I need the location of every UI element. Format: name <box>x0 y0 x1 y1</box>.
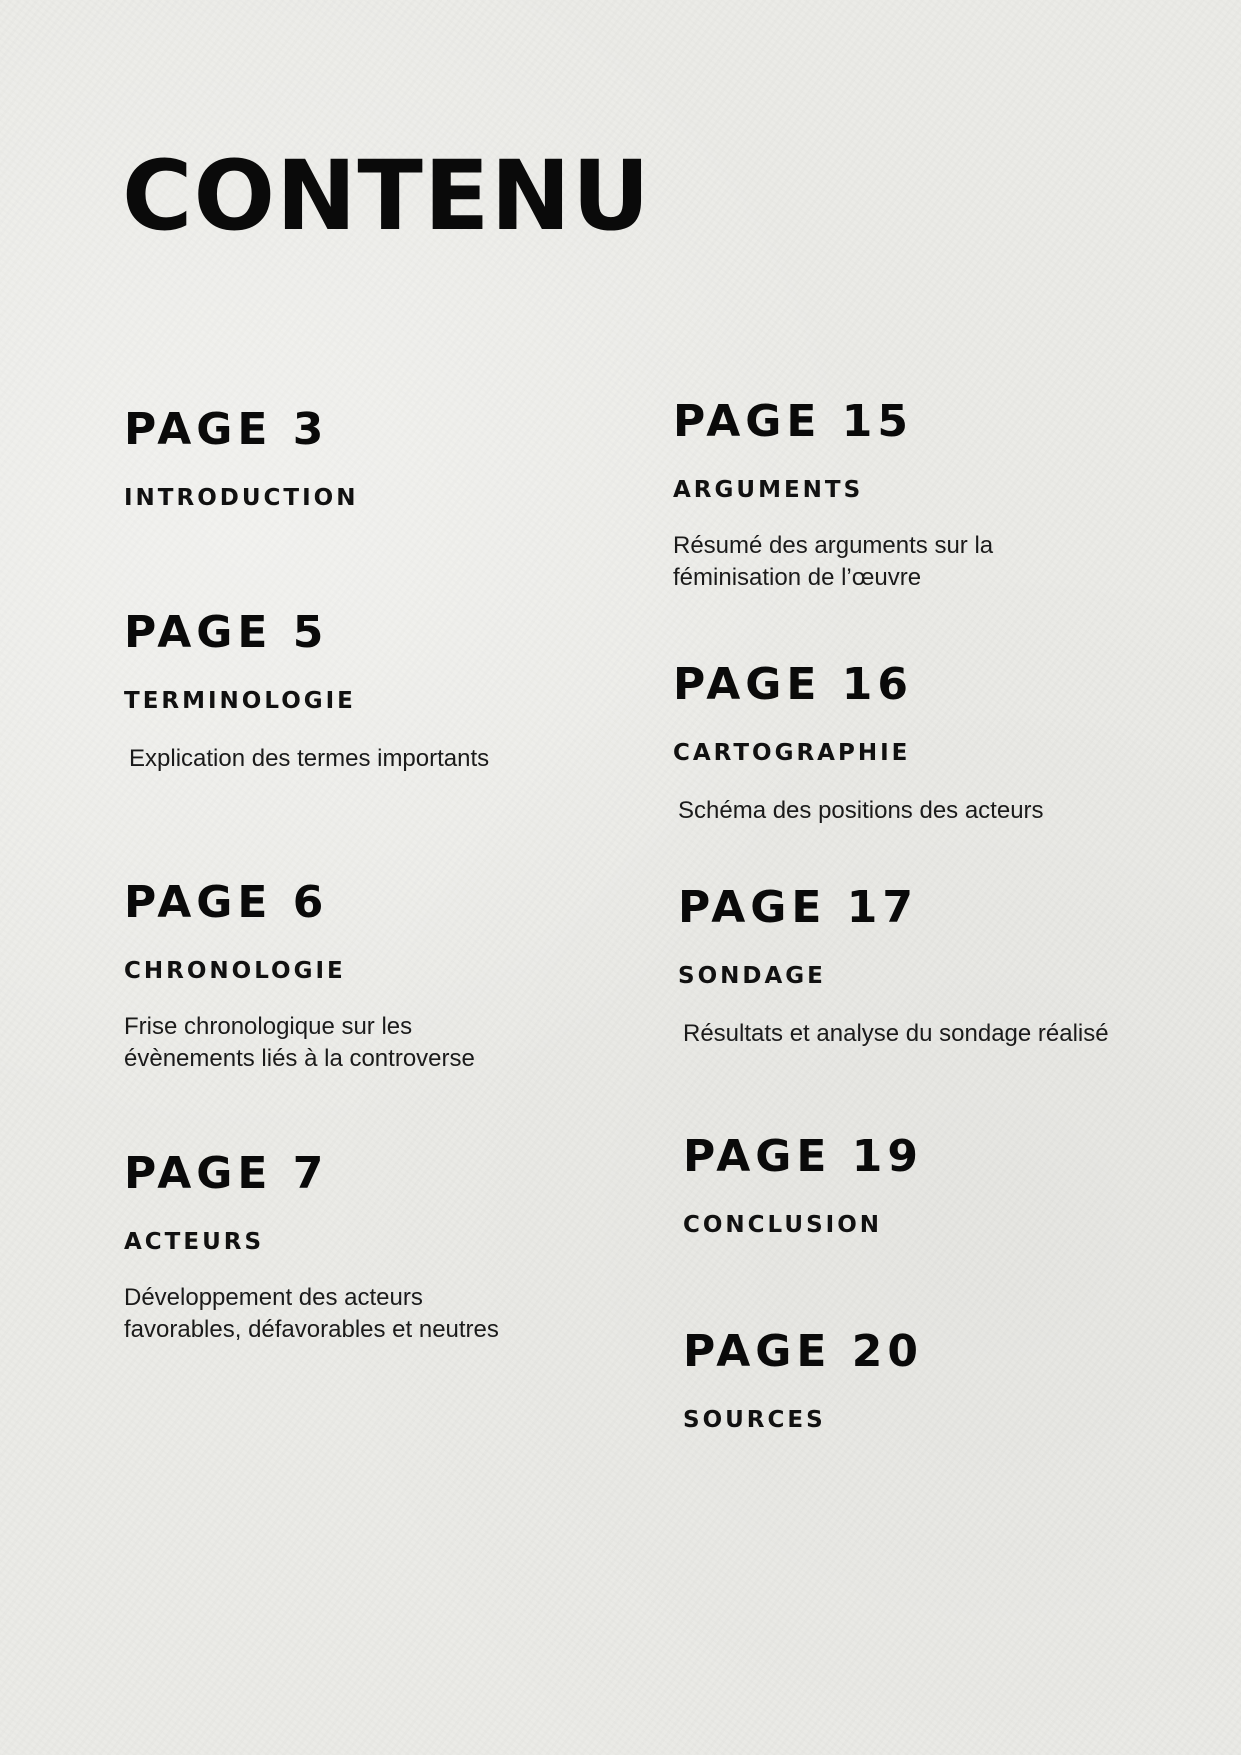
toc-section-description <box>678 795 1044 827</box>
toc-page-number: PAGE 6 <box>124 877 329 928</box>
toc-section-title: CARTOGRAPHIE <box>673 740 911 766</box>
toc-page-number: PAGE 17 <box>678 882 918 933</box>
toc-section-title: SOURCES <box>683 1407 826 1433</box>
toc-page-number: PAGE 3 <box>124 404 329 455</box>
toc-section-description <box>124 1282 499 1346</box>
toc-section-description <box>683 1018 1109 1050</box>
toc-section-title: ARGUMENTS <box>673 477 864 503</box>
toc-page-number: PAGE 15 <box>673 396 913 447</box>
toc-entry-conclusion <box>683 1131 923 1238</box>
toc-entry-acteurs <box>124 1148 499 1346</box>
toc-page-number: PAGE 7 <box>124 1148 329 1199</box>
toc-section-title: CONCLUSION <box>683 1212 882 1238</box>
toc-description-line: Explication des termes importants <box>129 745 490 772</box>
toc-section-description <box>124 1011 475 1075</box>
toc-description-line: Frise chronologique sur les <box>124 1013 413 1040</box>
toc-description-line: féminisation de l’œuvre <box>673 564 922 591</box>
toc-section-title: SONDAGE <box>678 963 826 989</box>
toc-section-title: INTRODUCTION <box>124 485 359 511</box>
toc-section-title: CHRONOLOGIE <box>124 958 346 984</box>
toc-entry-terminologie <box>124 607 490 775</box>
toc-section-title: TERMINOLOGIE <box>124 688 356 714</box>
toc-entry-arguments <box>673 396 994 594</box>
toc-page-number: PAGE 16 <box>673 659 913 710</box>
toc-page-number: PAGE 5 <box>124 607 329 658</box>
toc-entry-cartographie <box>673 659 1044 827</box>
toc-section-description <box>129 743 489 775</box>
toc-page-number: PAGE 19 <box>683 1131 923 1182</box>
toc-entry-introduction <box>124 404 359 511</box>
toc-description-line: Résultats et analyse du sondage réalisé <box>683 1020 1109 1047</box>
toc-description-line: Résumé des arguments sur la <box>673 532 994 559</box>
toc-description-line: évènements liés à la controverse <box>124 1045 475 1072</box>
toc-description-line: favorables, défavorables et neutres <box>124 1316 499 1343</box>
page-title: CONTENU <box>122 140 651 252</box>
toc-page-number: PAGE 20 <box>683 1326 923 1377</box>
toc-section-description <box>673 530 993 594</box>
toc-entry-sondage <box>678 882 1109 1050</box>
toc-section-title: ACTEURS <box>124 1229 265 1255</box>
toc-entry-sources <box>683 1326 923 1433</box>
toc-description-line: Développement des acteurs <box>124 1284 423 1311</box>
toc-entry-chronologie <box>124 877 475 1075</box>
toc-description-line: Schéma des positions des acteurs <box>678 797 1044 824</box>
